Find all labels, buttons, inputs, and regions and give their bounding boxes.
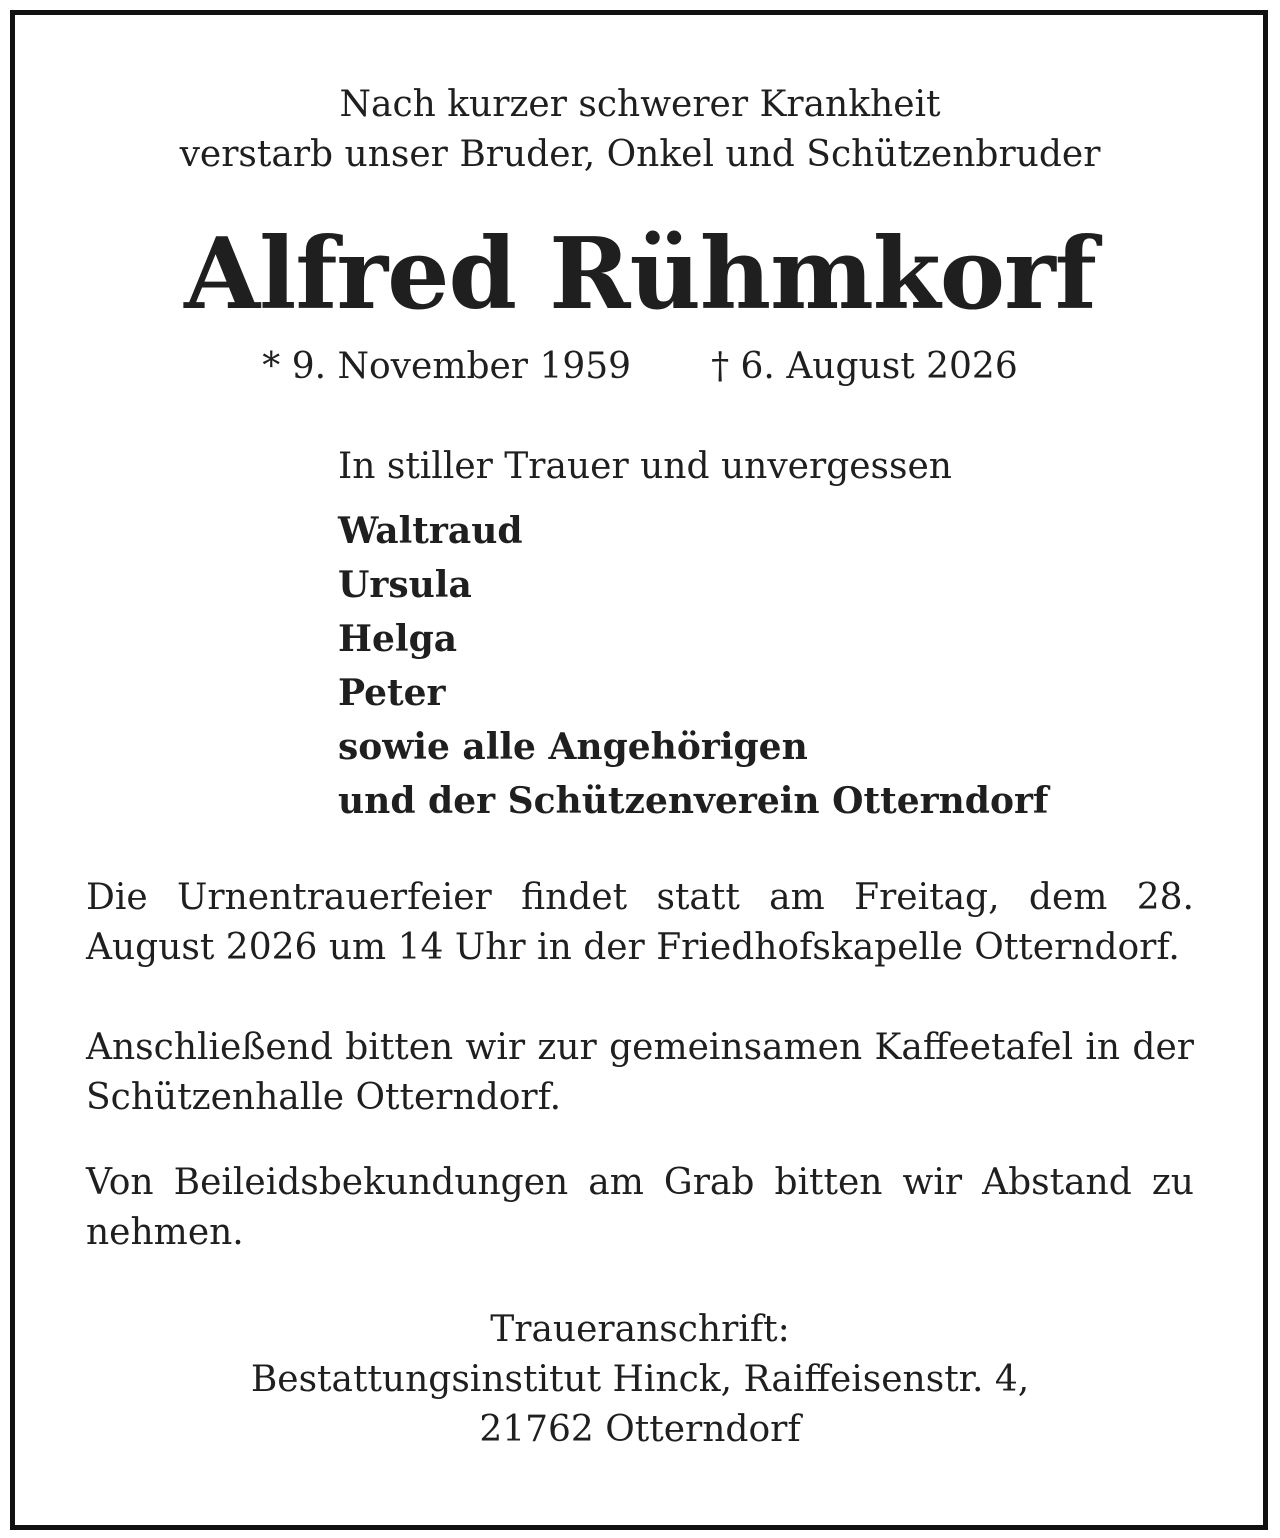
- mourner-name: Helga: [338, 618, 458, 660]
- intro-line-1: Nach kurzer schwerer Krankheit: [339, 84, 941, 125]
- intro-text: [0, 80, 1280, 180]
- ceremony-paragraph: Die Urnentrauerfeier findet statt am Freitag, dem 28. August 2026 um 14 Uhr in der Friedhofskapelle Otterndorf.: [86, 877, 1194, 968]
- mourner-name: Waltraud: [338, 510, 523, 552]
- mourner-group: sowie alle Angehörigen: [338, 726, 808, 768]
- intro-line-2: verstarb unser Bruder, Onkel und Schützenbruder: [179, 134, 1101, 175]
- address-line-2: 21762 Otterndorf: [479, 1409, 801, 1450]
- mourners-block: [338, 440, 1048, 828]
- coffee-paragraph: Anschließend bitten wir zur gemeinsamen Kaffeetafel in der Schützenhalle Otterndorf.: [86, 1027, 1194, 1118]
- death-date: † 6. August 2026: [711, 346, 1018, 387]
- mourners-list: [338, 504, 1048, 828]
- life-dates: [0, 342, 1280, 392]
- mourning-address: [0, 1305, 1280, 1455]
- mourner-name: Peter: [338, 672, 446, 714]
- address-line-1: Bestattungsinstitut Hinck, Raiffeisenstr. 4,: [250, 1359, 1030, 1400]
- mourner-club: und der Schützenverein Otterndorf: [338, 780, 1049, 822]
- deceased-name: Alfred Rühmkorf: [184, 217, 1096, 332]
- mourner-name: Ursula: [338, 564, 472, 606]
- condolences-paragraph: Von Beileidsbekundungen am Grab bitten wir Abstand zu nehmen.: [86, 1162, 1194, 1253]
- birth-date: * 9. November 1959: [262, 346, 632, 387]
- mourners-lead: In stiller Trauer und unvergessen: [338, 446, 952, 487]
- address-label: Traueranschrift:: [490, 1309, 790, 1350]
